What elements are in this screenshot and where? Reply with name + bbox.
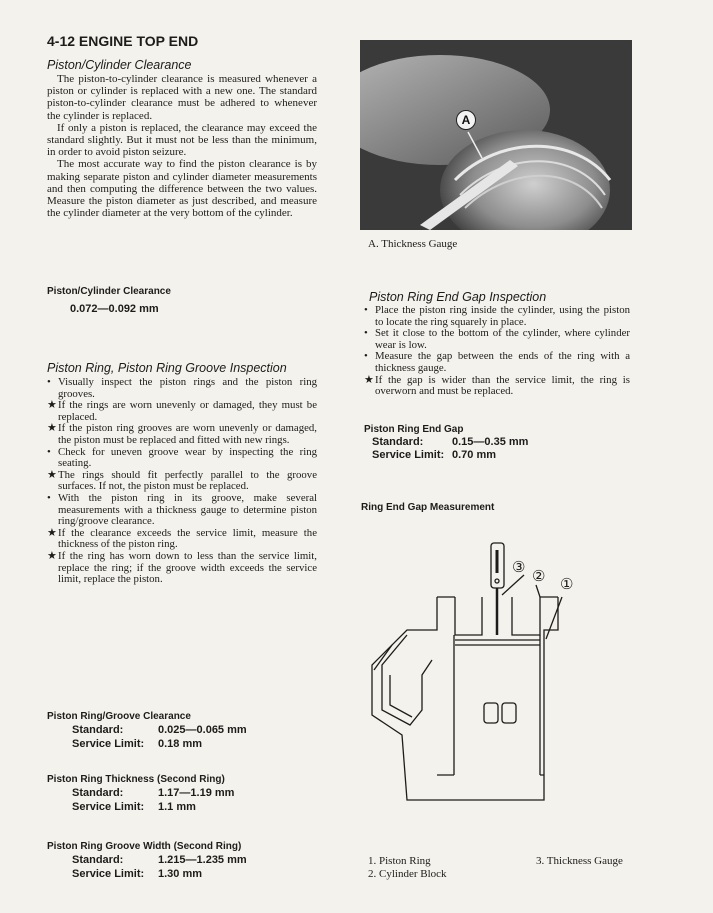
list-item: ★ The rings should fit perfectly parallel to the groove surfaces. If not, the piston must be replaced. [47, 468, 317, 493]
list-item: • Check for uneven groove wear by inspecting the ring seating. [47, 445, 317, 470]
page-title: 4-12 ENGINE TOP END [47, 33, 199, 49]
spec-standard: Standard: 1.17—1.19 mm [72, 787, 235, 799]
spec-title: Piston Ring/Groove Clearance [47, 711, 191, 722]
piston-photo-image [360, 40, 632, 230]
list-item: ★ If the gap is wider than the service limit, the ring is overworn and must be replaced. [364, 373, 630, 398]
clearance-body [47, 73, 317, 219]
spec-standard: Standard: 0.025—0.065 mm [72, 724, 247, 736]
spec-block-end-gap [364, 424, 528, 461]
legend-item: 1. Piston Ring [368, 855, 431, 867]
list-item: • Visually inspect the piston rings and the piston ring grooves. [47, 376, 317, 400]
spec-value: 0.072—0.092 mm [70, 303, 159, 315]
end-gap-list [364, 305, 630, 398]
list-item: • Set it close to the bottom of the cylinder, where cylinder wear is low. [364, 327, 630, 351]
list-item: ★ If the rings are worn unevenly or damaged, they must be replaced. [47, 399, 317, 423]
spec-block [47, 841, 247, 880]
spec-standard: Standard: 0.15—0.35 mm [372, 436, 529, 448]
list-item: • With the piston ring in its groove, make several measurements with a thickness gauge to determine piston ring/groove clearance. [47, 491, 317, 528]
paragraph: The piston-to-cylinder clearance is measured whenever a piston or cylinder is replaced with a new one. The standard piston-to-cylinder clearance must be adhered to whenever the cylinder is replaced. [47, 73, 317, 122]
photo-caption: A. Thickness Gauge [368, 238, 458, 250]
list-item: ★ If the ring has worn down to less than the service limit, replace the ring; if the groove width exceeds the service limit, replace the piston. [47, 549, 317, 586]
callout-3: ③ [512, 559, 526, 576]
spec-title: Piston/Cylinder Clearance [47, 286, 171, 297]
spec-title: Piston Ring Thickness (Second Ring) [47, 774, 225, 785]
list-item: ★ If the clearance exceeds the service limit, measure the thickness of the piston ring. [47, 526, 317, 551]
spec-limit: Service Limit: 1.1 mm [72, 801, 196, 813]
callout-2: ② [532, 568, 546, 585]
thickness-gauge-photo [360, 40, 632, 230]
spec-limit: Service Limit: 1.30 mm [72, 868, 203, 880]
list-item: ★ If the piston ring grooves are worn unevenly or damaged, the piston must be replaced and fitted with new rings. [47, 422, 317, 446]
spec-limit: Service Limit: 0.70 mm [372, 449, 497, 461]
spec-title: Piston Ring End Gap [364, 424, 464, 435]
section-heading-clearance: Piston/Cylinder Clearance [47, 58, 192, 72]
list-item: • Place the piston ring inside the cylinder, using the piston to locate the ring squarely in place. [364, 304, 630, 328]
legend-item: 2. Cylinder Block [368, 868, 447, 880]
spec-standard: Standard: 1.215—1.235 mm [72, 854, 247, 866]
paragraph: If only a piston is replaced, the clearance may exceed the standard slightly. But it must not be less than the minimum, in order to avoid piston seizure. [47, 121, 317, 159]
figure-title: Ring End Gap Measurement [361, 502, 495, 513]
spec-title: Piston Ring Groove Width (Second Ring) [47, 841, 242, 852]
ring-groove-list [47, 377, 317, 586]
spec-block [47, 774, 234, 813]
paragraph: The most accurate way to find the piston clearance is by making separate piston and cylinder diameter measurements and then computing the difference between the two values. Measure the piston diameter as just described, and measure the cylinder diameter at the very bottom of the cylinder. [47, 158, 317, 220]
section-heading-end-gap: Piston Ring End Gap Inspection [369, 290, 547, 304]
section-heading-ring-groove: Piston Ring, Piston Ring Groove Inspection [47, 361, 287, 375]
ring-end-gap-diagram [362, 535, 640, 840]
list-item: • Measure the gap between the ends of the ring with a thickness gauge. [364, 350, 630, 374]
spec-block [47, 711, 247, 750]
spec-limit: Service Limit: 0.18 mm [72, 738, 203, 750]
legend-item: 3. Thickness Gauge [536, 855, 623, 867]
callout-a: A [456, 110, 476, 130]
callout-1: ① [560, 576, 574, 593]
